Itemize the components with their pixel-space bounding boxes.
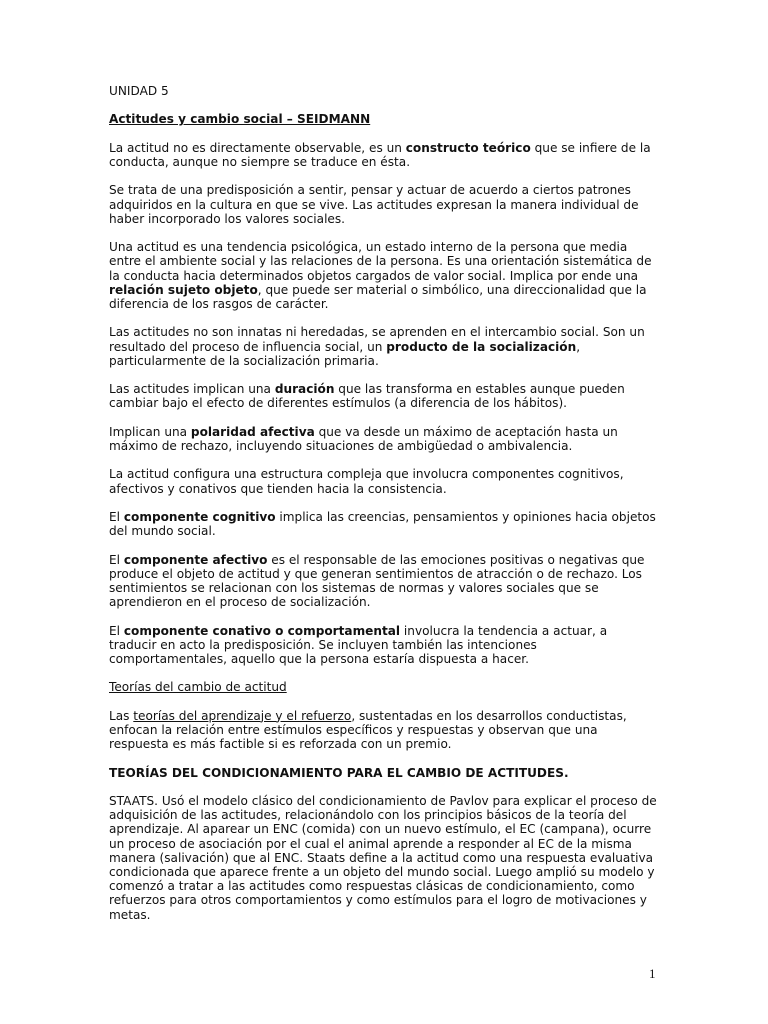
text-run: La actitud configura una estructura compleja que involucra componentes cognitivos, afectivos y conativos que tienden hacia la consistencia. (109, 467, 624, 496)
text-run: Una actitud es una tendencia psicológica, un estado interno de la persona que media entre el ambiente social y las relaciones de la persona. Es una orientación sistemática de la conducta hacia determinados objetos cargados de valor social. Implica por ende una (109, 240, 652, 283)
paragraph (109, 382, 657, 410)
text-run: implica las creencias, pensamientos y opiniones hacia objetos del mundo social. (109, 509, 656, 539)
paragraph (109, 709, 657, 752)
text-run: El (109, 509, 124, 524)
body-paragraphs (109, 141, 657, 922)
paragraph (109, 680, 657, 694)
unit-label: UNIDAD 5 (109, 84, 169, 98)
text-run: Las actitudes no son innatas ni heredadas, se aprenden en el intercambio social. Son un resultado del proceso de influencia social, un (109, 325, 645, 354)
paragraph (109, 794, 657, 922)
text-run: Las (109, 708, 134, 723)
bold-text: producto de la socialización (386, 339, 577, 354)
document-title: Actitudes y cambio social – SEIDMANN (109, 112, 371, 127)
page-number: 1 (649, 966, 656, 981)
paragraph (109, 325, 657, 368)
text-run: que las transforma en estables aunque pueden cambiar bajo el efecto de diferentes estímulos (a diferencia de los hábitos). (109, 382, 625, 411)
paragraph (109, 510, 657, 538)
paragraph (109, 766, 657, 780)
paragraph (109, 624, 657, 667)
text-run: es el responsable de las emociones positivas o negativas que produce el objeto de actitud y que generan sentimientos de atracción o de rechazo. Los sentimientos se relacionan con los sistemas de normas y valores sociales que se aprendieron en el proceso de socialización. (109, 552, 645, 610)
bold-text: relación sujeto objeto (109, 282, 258, 297)
paragraph (109, 425, 657, 453)
text-run: El (109, 623, 124, 638)
text-run: , particularmente de la socialización primaria. (109, 339, 581, 368)
text-run: Se trata de una predisposición a sentir, pensar y actuar de acuerdo a ciertos patrones adquiridos en la cultura en que se vive. Las actitudes expresan la manera individual de haber incorporado los valores sociales. (109, 183, 639, 226)
text-run: , que puede ser material o simbólico, una direccionalidad que la diferencia de los rasgos de carácter. (109, 282, 647, 311)
text-run: El (109, 552, 124, 567)
text-run: , sustentadas en los desarrollos conductistas, enfocan la relación entre estímulos específicos y respuestas y observan que una respuesta es más factible si es reforzada con un premio. (109, 708, 627, 752)
paragraph (109, 240, 657, 311)
paragraph (109, 553, 657, 610)
text-run: involucra la tendencia a actuar, a traducir en acto la predisposición. Se incluyen también las intenciones comportamentales, aquello que la persona estaría dispuesta a hacer. (109, 623, 608, 666)
bold-text: componente afectivo (123, 552, 268, 567)
text-run: Implican una (109, 424, 191, 439)
bold-text: TEORÍAS DEL CONDICIONAMIENTO PARA EL CAMBIO DE ACTITUDES. (109, 765, 569, 780)
document-page (109, 84, 657, 936)
text-run: STAATS. Usó el modelo clásico del condicionamiento de Pavlov para explicar el proceso de adquisición de las actitudes, relacionándolo con los principios básicos de la teoría del aprendizaje. Al aparear un ENC (comida) con un nuevo estímulo, el EC (campana), ocurre un proceso de asociación por el cual el animal aprende a responder al EC de la misma manera (salivación) que al ENC. Staats define a la actitud como una respuesta evaluativa condicionada que aparece frente a un objeto del mundo social. Luego amplió su modelo y comenzó a tratar a las actitudes como respuestas clásicas de condicionamiento, como refuerzos para otros comportamientos y como estímulos para el logro de motivaciones y metas. (109, 793, 657, 922)
underlined-text: teorías del aprendizaje y el refuerzo (133, 708, 352, 723)
paragraph (109, 183, 657, 226)
bold-text: constructo teórico (405, 140, 531, 155)
paragraph (109, 141, 657, 169)
text-run: que va desde un máximo de aceptación hasta un máximo de rechazo, incluyendo situaciones de ambigüedad o ambivalencia. (109, 424, 618, 453)
bold-text: polaridad afectiva (190, 424, 315, 439)
text-run: La actitud no es directamente observable, es un (109, 140, 406, 155)
text-run: que se infiere de la conducta, aunque no siempre se traduce en ésta. (109, 140, 651, 169)
bold-text: componente cognitivo (123, 509, 276, 524)
underlined-text: Teorías del cambio de actitud (109, 680, 287, 695)
text-run: Las actitudes implican una (109, 382, 275, 397)
bold-text: componente conativo o comportamental (123, 623, 401, 638)
paragraph (109, 467, 657, 495)
bold-text: duración (274, 382, 335, 397)
